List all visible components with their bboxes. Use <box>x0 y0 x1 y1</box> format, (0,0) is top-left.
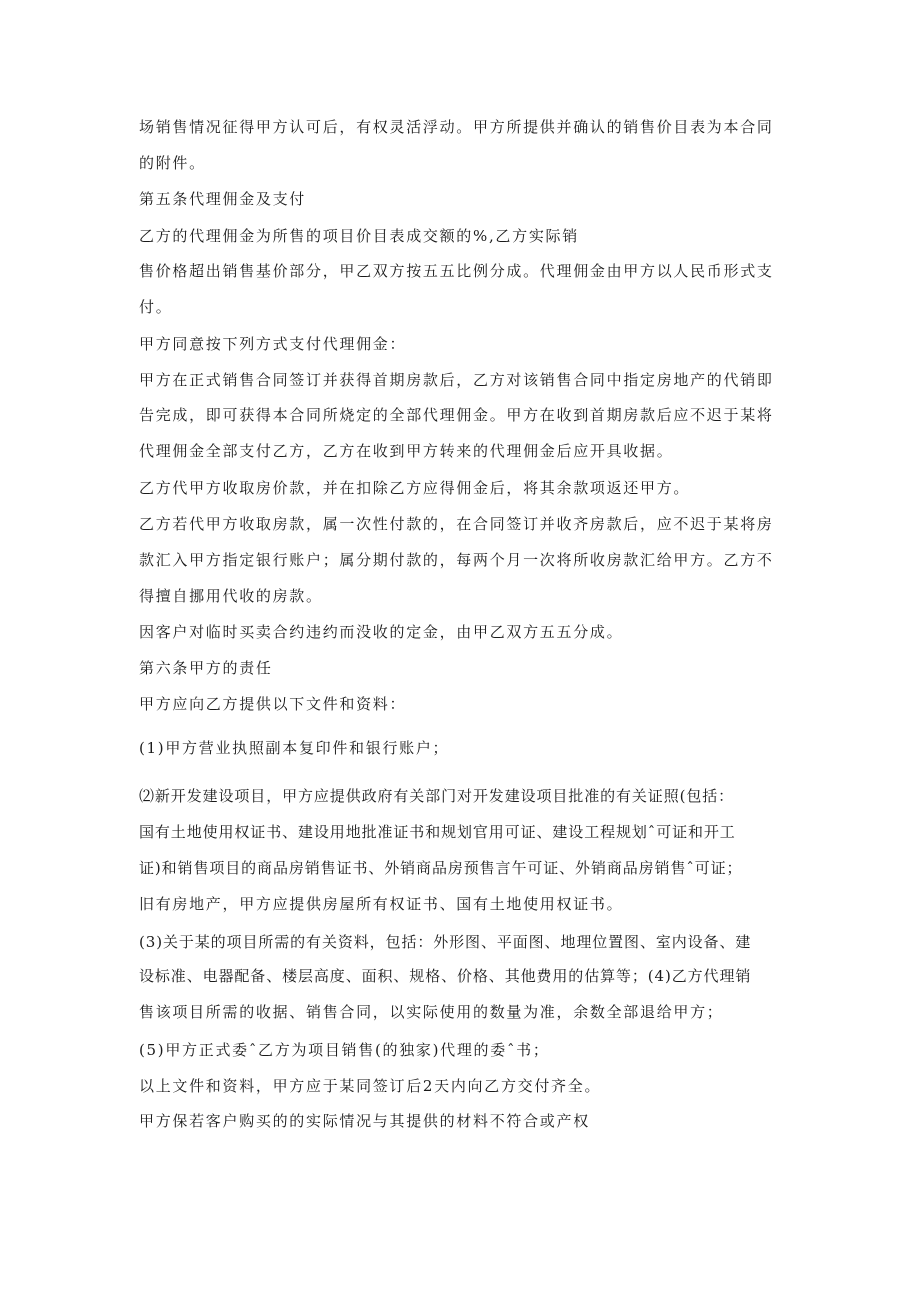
text-line: 得擅自挪用代收的房款。 <box>139 587 323 605</box>
text-line: 因客户对临时买卖合约违约而没收的定金，由甲乙双方五五分成。 <box>139 623 624 641</box>
text-line: 乙方的代理佣金为所售的项目价目表成交额的%,乙方实际销 <box>139 227 579 245</box>
text-line: 的附件。 <box>139 154 206 172</box>
text-line: 款汇入甲方指定银行账户；属分期付款的，每两个月一次将所收房款汇给甲方。乙方不 <box>139 551 774 569</box>
text-line: 售价格超出销售基价部分，甲乙双方按五五比例分成。代理佣金由甲方以人民币形式支 <box>139 262 774 280</box>
section-heading: 第六条甲方的责任 <box>139 659 273 677</box>
text-line: 甲方在正式销售合同签订并获得首期房款后，乙方对该销售合同中指定房地产的代销即 <box>139 371 774 389</box>
text-line: 证)和销售项目的商品房销售证书、外销商品房预售言午可证、外销商品房销售ˆ可证； <box>139 859 743 877</box>
text-line: 告完成，即可获得本合同所烧定的全部代理佣金。甲方在收到首期房款后应不迟于某将 <box>139 406 774 424</box>
text-line: 甲方应向乙方提供以下文件和资料： <box>139 695 407 713</box>
text-line: 乙方代甲方收取房价款，并在扣除乙方应得佣金后，将其余款项返还甲方。 <box>139 479 691 497</box>
text-line: 场销售情况征得甲方认可后，有权灵活浮动。甲方所提供并确认的销售价目表为本合同 <box>139 118 774 136</box>
list-item: (1)甲方营业执照副本复印件和银行账户； <box>139 739 450 757</box>
text-line: 售该项目所需的收据、销售合同，以实际使用的数量为准，余数全部退给甲方； <box>139 1003 724 1021</box>
list-item: (3)关于某的项目所需的有关资料，包括：外形图、平面图、地理位置图、室内设备、建 <box>139 933 752 951</box>
text-line: 旧有房地产，甲方应提供房屋所有权证书、国有土地使用权证书。 <box>139 895 624 913</box>
list-item: (5)甲方正式委ˆ乙方为项目销售(的独家)代理的委ˆ书； <box>139 1041 550 1059</box>
text-line: 以上文件和资料，甲方应于某同签订后2天内向乙方交付齐全。 <box>139 1077 602 1095</box>
text-line: 甲方保若客户购买的的实际情况与其提供的材料不符合或产权 <box>139 1112 590 1130</box>
text-line: 国有土地使用权证书、建设用地批准证书和规划官用可证、建设工程规划ˆ可证和开工 <box>139 823 736 841</box>
list-item: ⑵新开发建设项目，甲方应提供政府有关部门对开发建设项目批准的有关证照(包括： <box>139 787 735 805</box>
text-line: 付。 <box>139 298 173 316</box>
text-line: 乙方若代甲方收取房款，属一次性付款的，在合同签订并收齐房款后，应不迟于某将房 <box>139 515 774 533</box>
text-line: 代理佣金全部支付乙方，乙方在收到甲方转来的代理佣金后应开具收据。 <box>139 442 674 460</box>
text-line: 甲方同意按下列方式支付代理佣金： <box>139 335 407 353</box>
section-heading: 第五条代理佣金及支付 <box>139 190 307 208</box>
text-line: 设标准、电器配备、楼层高度、面积、规格、价格、其他费用的估算等；(4)乙方代理销 <box>139 967 752 985</box>
